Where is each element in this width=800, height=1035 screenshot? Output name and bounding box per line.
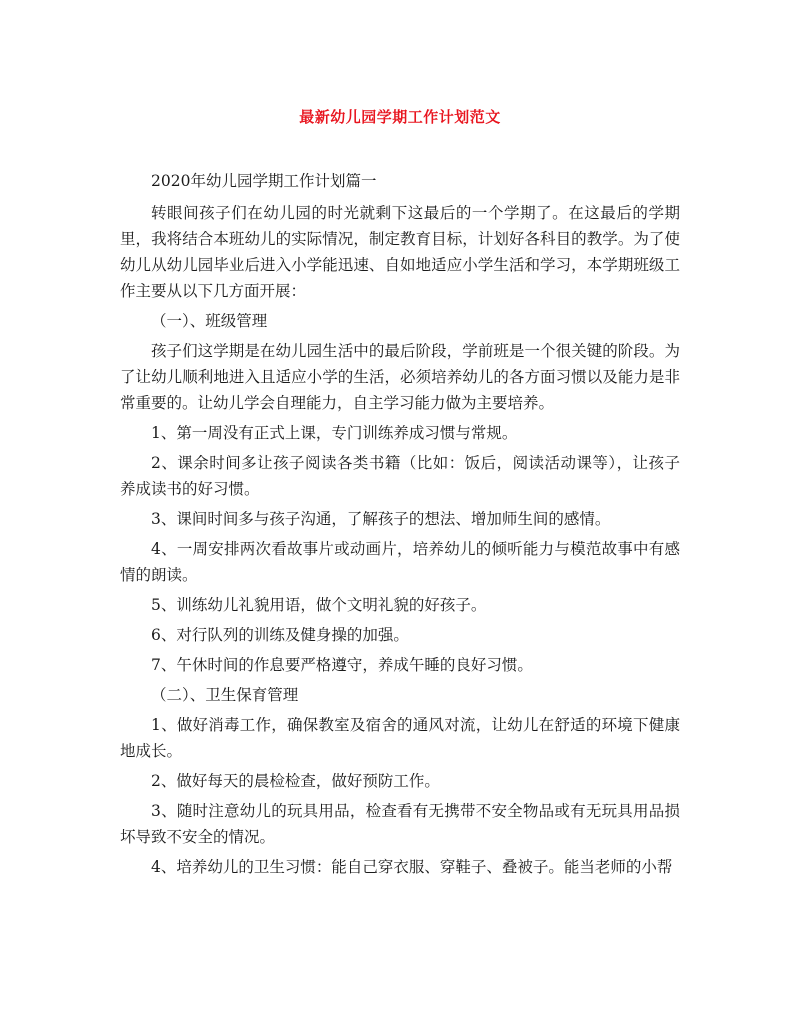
list-item: 4、培养幼儿的卫生习惯：能自己穿衣服、穿鞋子、叠被子。能当老师的小帮 bbox=[151, 858, 673, 876]
list-item: 2、做好每天的晨检检查，做好预防工作。 bbox=[151, 772, 440, 790]
document-title: 最新幼儿园学期工作计划范文 bbox=[299, 108, 501, 126]
list-item: 3、随时注意幼儿的玩具用品，检查看有无携带不安全物品或有无玩具用品损坏导致不安全的情况。 bbox=[120, 802, 680, 846]
list-item: 7、午休时间的作息要严格遵守，养成午睡的良好习惯。 bbox=[151, 656, 533, 674]
list-item: 2、课余时间多让孩子阅读各类书籍（比如：饭后，阅读活动课等），让孩子养成读书的好习惯。 bbox=[120, 454, 680, 498]
list-item: 1、第一周没有正式上课，专门训练养成习惯与常规。 bbox=[151, 424, 518, 442]
paragraph: 孩子们这学期是在幼儿园生活中的最后阶段，学前班是一个很关键的阶段。为了让幼儿顺利地进入且适应小学的生活，必须培养幼儿的各方面习惯以及能力是非常重要的。让幼儿学会自理能力，自主学习能力做为主要培养。 bbox=[120, 342, 680, 412]
subsection-heading-hygiene: （二）、卫生保育管理 bbox=[151, 686, 299, 704]
list-item: 4、一周安排两次看故事片或动画片，培养幼儿的倾听能力与模范故事中有感情的朗读。 bbox=[120, 540, 680, 584]
intro-paragraph: 转眼间孩子们在幼儿园的时光就剩下这最后的一个学期了。在这最后的学期里，我将结合本班幼儿的实际情况，制定教育目标，计划好各科目的教学。为了使幼儿从幼儿园毕业后进入小学能迅速、自如地适应小学生活和学习，本学期班级工作主要从以下几方面开展： bbox=[120, 204, 680, 300]
list-item: 5、训练幼儿礼貌用语，做个文明礼貌的好孩子。 bbox=[151, 596, 487, 614]
list-item: 1、做好消毒工作，确保教室及宿舍的通风对流，让幼儿在舒适的环境下健康地成长。 bbox=[120, 716, 680, 760]
section-heading: 2020年幼儿园学期工作计划篇一 bbox=[151, 172, 377, 190]
list-item: 6、对行队列的训练及健身操的加强。 bbox=[151, 626, 409, 644]
document-body bbox=[120, 168, 680, 884]
list-item: 3、课间时间多与孩子沟通，了解孩子的想法、增加师生间的感情。 bbox=[151, 510, 611, 528]
subsection-heading-class-management: （一）、班级管理 bbox=[151, 312, 268, 330]
